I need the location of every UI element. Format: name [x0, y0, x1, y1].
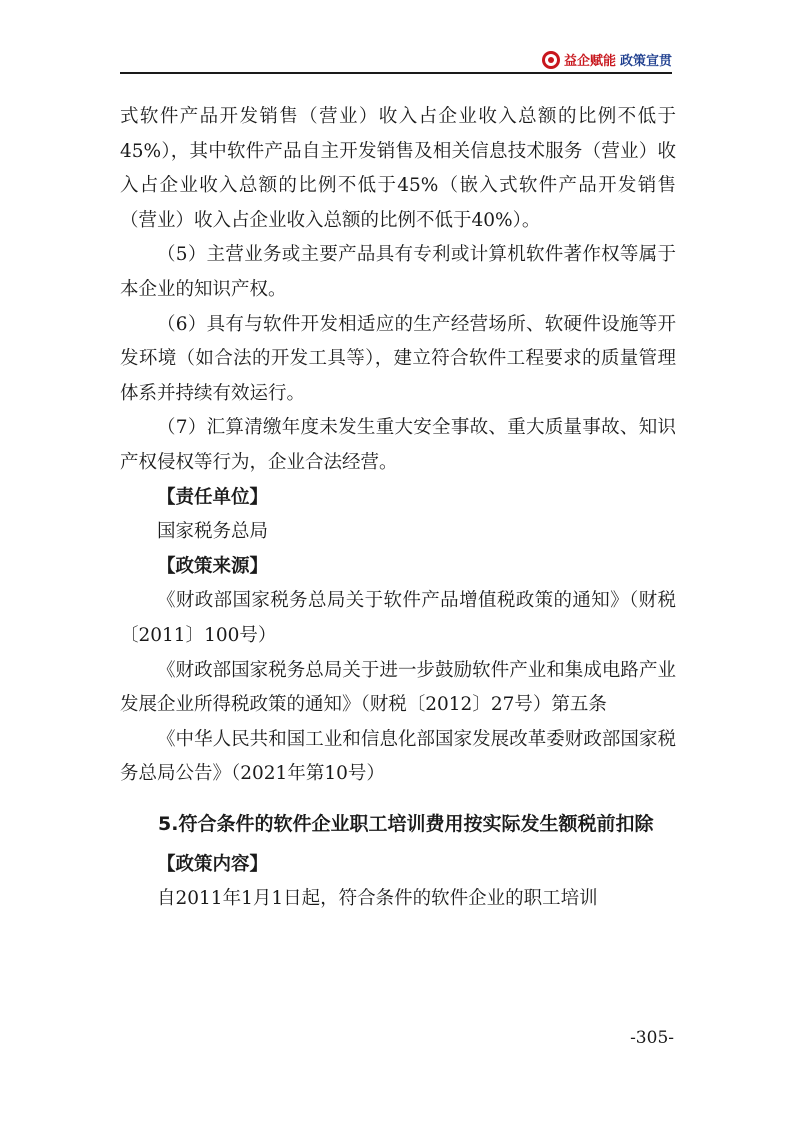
policy-content-body: 自2011年1月1日起，符合条件的软件企业的职工培训: [157, 888, 598, 910]
page-number: -305-: [630, 1028, 674, 1048]
paragraph-continued: 式软件产品开发销售（营业）收入占企业收入总额的比例不低于45%），其中软件产品自主开发销售及相关信息技术服务（营业）收入占企业收入总额的比例不低于45%（嵌入式软件产品开发销售（营业）收入占企业收入总额的比例不低于40%）。: [120, 106, 676, 231]
document-body: [120, 100, 676, 917]
responsible-unit-title: 【责任单位】: [157, 486, 269, 508]
brand-logo-icon: [542, 51, 560, 69]
paragraph-item-5: （5）主营业务或主要产品具有专利或计算机软件著作权等属于本企业的知识产权。: [120, 244, 676, 300]
section-heading: 5.符合条件的软件企业职工培训费用按实际发生额税前扣除: [158, 812, 654, 835]
policy-source-3: 《中华人民共和国工业和信息化部国家发展改革委财政部国家税务总局公告》（2021年第10号）: [120, 728, 676, 785]
policy-source-title: 【政策来源】: [157, 555, 269, 577]
brand-sub: 政策宣贯: [619, 54, 672, 69]
brand-text: [564, 50, 672, 69]
paragraph-item-7: （7）汇算清缴年度未发生重大安全事故、重大质量事故、知识产权侵权等行为，企业合法经营。: [120, 417, 676, 473]
policy-source-2: 《财政部国家税务总局关于进一步鼓励软件产业和集成电路产业发展企业所得税政策的通知》（财税〔2012〕27号）第五条: [120, 659, 676, 716]
header-divider: [120, 72, 672, 74]
paragraph-item-6: （6）具有与软件开发相适应的生产经营场所、软硬件设施等开发环境（如合法的开发工具等），建立符合软件工程要求的质量管理体系并持续有效运行。: [120, 313, 676, 404]
brand: [542, 50, 672, 69]
policy-content-title: 【政策内容】: [157, 853, 269, 875]
brand-main: 益企赋能: [563, 54, 616, 69]
page-header: [120, 48, 672, 72]
policy-source-1: 《财政部国家税务总局关于软件产品增值税政策的通知》（财税〔2011〕100号）: [120, 590, 676, 646]
responsible-unit-body: 国家税务总局: [157, 521, 269, 543]
